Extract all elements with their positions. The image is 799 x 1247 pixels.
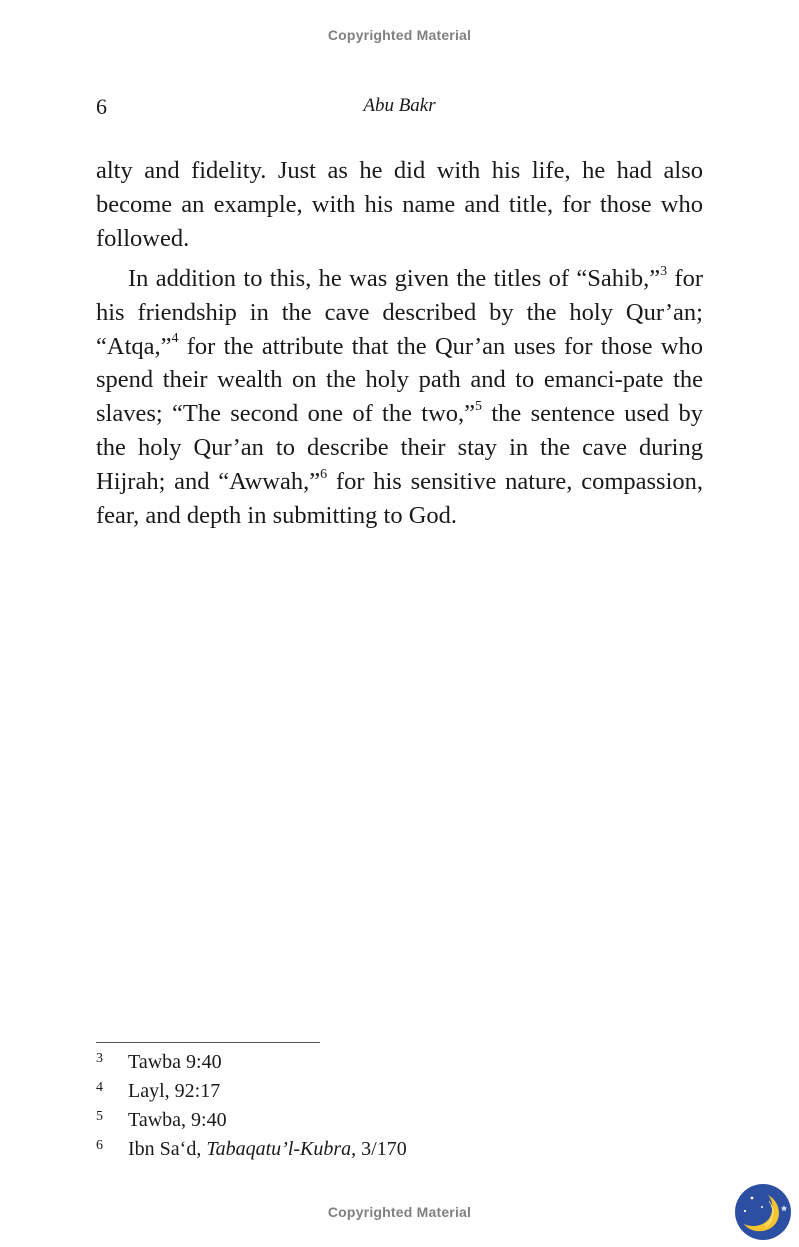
footnote-item [96, 1136, 696, 1165]
footnote-number: 4 [96, 1080, 103, 1095]
page-header [96, 94, 703, 120]
footnote-text: Tawba, 9:40 [128, 1109, 227, 1131]
text-segment: for the attribute that the Qur’an uses for those who spend their wealth on the holy path and to emanci-pate the slaves; “The second one of the two,” [96, 332, 703, 428]
footnote-item [96, 1049, 696, 1078]
footnote-text [128, 1136, 407, 1163]
footnote-ref-6[interactable]: 6 [320, 467, 328, 482]
copyright-watermark-top: Copyrighted Material [327, 27, 472, 43]
footnote-text: Layl, 92:17 [128, 1080, 221, 1102]
footnote-text-pre: Ibn Sa‘d, [128, 1138, 207, 1160]
paragraph-1: alty and fidelity. Just as he did with his life, he had also become an example, with his name and title, for those who followed. [96, 157, 703, 252]
footnotes [96, 1049, 696, 1165]
footnote-item [96, 1107, 696, 1136]
running-title: Abu Bakr [363, 95, 436, 116]
text-segment: the sentence used by the holy Qur’an to describe their stay in the cave during Hijrah; and “Awwah,” [96, 400, 703, 496]
footnote-ref-4[interactable]: 4 [171, 331, 179, 347]
copyright-watermark-bottom: Copyrighted Material [327, 1204, 472, 1220]
footnote-item [96, 1078, 696, 1107]
footnote-ref-3[interactable]: 3 [660, 263, 668, 279]
footnote-text: Tawba 9:40 [128, 1051, 222, 1073]
paragraph-2 [96, 262, 703, 533]
text-segment: for his sensitive nature, compassion, fear, and depth in submitting to God. [96, 468, 703, 530]
footnote-number: 3 [96, 1051, 103, 1066]
body-text [96, 154, 703, 533]
footnote-divider [96, 1042, 320, 1043]
moon-stars-icon[interactable] [735, 1184, 791, 1240]
text-segment: In addition to this, he was given the titles of “Sahib,” [128, 264, 661, 292]
page-number: 6 [96, 94, 107, 119]
footnote-number: 6 [96, 1138, 103, 1153]
footnote-ref-5[interactable]: 5 [475, 399, 483, 415]
footnote-number: 5 [96, 1109, 103, 1124]
footnote-text-post: , 3/170 [351, 1138, 407, 1160]
book-title: Tabaqatu’l-Kubra [206, 1138, 352, 1160]
text-segment: for his friendship in the cave described by the holy Qur’an; “Atqa,” [96, 264, 703, 360]
